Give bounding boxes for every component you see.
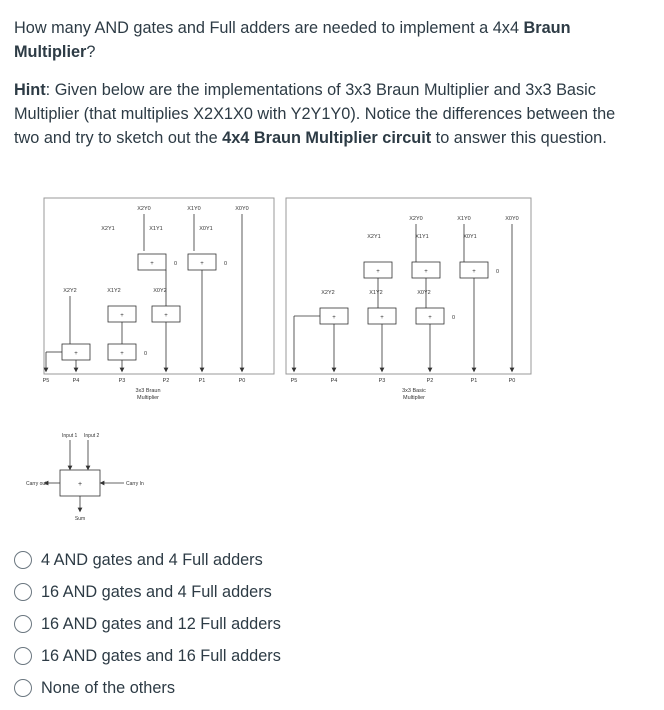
braun-label: X2Y0 — [137, 206, 151, 212]
basic-output: P3 — [378, 378, 386, 384]
braun-output: P3 — [118, 378, 126, 384]
basic-label: X0Y0 — [505, 216, 519, 222]
option-5[interactable] — [14, 672, 414, 704]
basic-label: X0Y1 — [463, 234, 477, 240]
braun-label: X2Y2 — [63, 288, 77, 294]
braun-output: P2 — [162, 378, 170, 384]
basic-output: P5 — [290, 378, 298, 384]
braun-output: P1 — [198, 378, 206, 384]
option-label: 16 AND gates and 16 Full adders — [41, 646, 281, 665]
braun-zero: 0 — [224, 261, 228, 267]
option-label: None of the others — [41, 678, 175, 697]
full-adder-legend — [26, 433, 144, 522]
braun-plus: + — [120, 313, 124, 319]
multiplier-diagrams — [24, 196, 640, 526]
basic-plus: + — [376, 269, 380, 275]
basic-caption: 3x3 Basic — [402, 388, 426, 394]
braun-label: X1Y0 — [187, 206, 201, 212]
question-part1: How many AND gates and Full adders are needed to implement a 4x4 — [14, 19, 524, 37]
basic-zero: 0 — [452, 315, 456, 321]
braun-label: X0Y0 — [235, 206, 249, 212]
braun-diagram — [43, 206, 249, 401]
hint-end: to answer this question. — [431, 129, 607, 147]
braun-caption: Multiplier — [136, 395, 160, 401]
braun-plus: + — [200, 261, 204, 267]
braun-label: X0Y2 — [153, 288, 167, 294]
braun-output: P4 — [72, 378, 80, 384]
legend-plus: + — [77, 481, 83, 488]
radio-button[interactable] — [14, 551, 32, 569]
question-end: ? — [86, 43, 96, 61]
basic-plus: + — [424, 269, 428, 275]
braun-label: X2Y1 — [101, 226, 115, 232]
option-2[interactable] — [14, 576, 414, 608]
option-4[interactable] — [14, 640, 414, 672]
basic-frame — [286, 198, 531, 374]
hint-label: Hint — [14, 81, 46, 99]
legend-input2: Input 2 — [84, 433, 100, 439]
braun-output: P0 — [238, 378, 246, 384]
basic-plus: + — [380, 315, 384, 321]
basic-label: X2Y2 — [321, 290, 335, 296]
basic-plus: + — [472, 269, 476, 275]
radio-button[interactable] — [14, 615, 32, 633]
basic-diagram — [291, 216, 519, 401]
braun-zero: 0 — [174, 261, 178, 267]
basic-label: X0Y2 — [417, 290, 431, 296]
braun-caption: 3x3 Braun — [135, 388, 161, 394]
basic-plus: + — [428, 315, 432, 321]
radio-button[interactable] — [14, 583, 32, 601]
braun-plus: + — [150, 261, 154, 267]
basic-plus: + — [332, 315, 336, 321]
basic-caption: Multiplier — [402, 395, 426, 401]
multiplier-figure — [24, 196, 640, 526]
legend-carry-in: Carry In — [126, 481, 144, 487]
hint-text — [14, 78, 644, 150]
question-text — [14, 16, 644, 78]
braun-zero: 0 — [144, 351, 148, 357]
basic-output: P2 — [426, 378, 434, 384]
legend-carry-out: Carry out — [26, 481, 47, 487]
radio-button[interactable] — [14, 647, 32, 665]
legend-sum: Sum — [74, 516, 86, 522]
basic-zero: 0 — [496, 269, 500, 275]
answer-options — [14, 544, 414, 704]
option-3[interactable] — [14, 608, 414, 640]
basic-output: P0 — [508, 378, 516, 384]
option-1[interactable] — [14, 544, 414, 576]
basic-label: X2Y0 — [409, 216, 423, 222]
option-label: 16 AND gates and 12 Full adders — [41, 614, 281, 633]
option-label: 16 AND gates and 4 Full adders — [41, 582, 272, 601]
radio-button[interactable] — [14, 679, 32, 697]
braun-label: X1Y2 — [107, 288, 121, 294]
basic-label: X1Y1 — [415, 234, 429, 240]
basic-label: X1Y2 — [369, 290, 383, 296]
basic-label: X2Y1 — [367, 234, 381, 240]
braun-label: X0Y1 — [199, 226, 213, 232]
braun-output: P5 — [42, 378, 50, 384]
legend-input1: Input 1 — [62, 433, 78, 439]
basic-output: P1 — [470, 378, 478, 384]
braun-plus: + — [164, 313, 168, 319]
basic-label: X1Y0 — [457, 216, 471, 222]
question-bold: Braun Multiplier — [14, 19, 571, 61]
braun-plus: + — [120, 351, 124, 357]
braun-label: X1Y1 — [149, 226, 163, 232]
braun-plus: + — [74, 351, 78, 357]
hint-bold: 4x4 Braun Multiplier circuit — [222, 129, 432, 147]
question-prompt — [14, 16, 644, 64]
hint-body: : Given below are the implementations of 3x3 Braun Multiplier and 3x3 Basic Multiplier (that multiplies X2X1X0 with Y2Y1Y0). Notice the differences between the two and try to sketch out the — [14, 81, 616, 147]
basic-output: P4 — [330, 378, 338, 384]
option-label: 4 AND gates and 4 Full adders — [41, 550, 263, 569]
